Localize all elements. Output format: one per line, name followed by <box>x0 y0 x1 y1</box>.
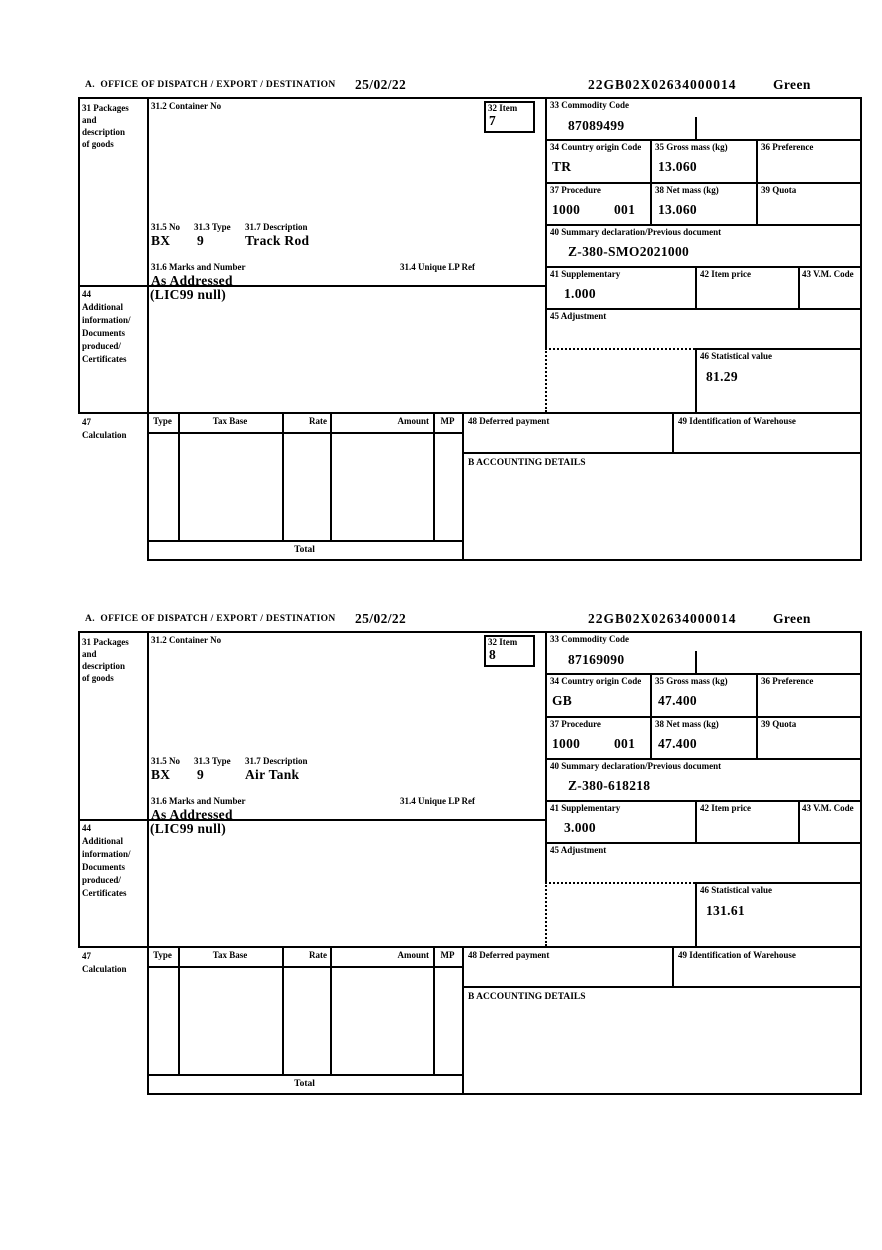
grid-line <box>178 946 180 1074</box>
dotted-divider <box>545 348 695 350</box>
gross-mass-label: 35 Gross mass (kg) <box>655 142 728 152</box>
preference-label: 36 Preference <box>761 142 814 152</box>
grid-line <box>147 631 149 1095</box>
statistical-value-label: 46 Statistical value <box>700 885 772 895</box>
adjustment-label: 45 Adjustment <box>550 311 607 321</box>
grid-line <box>695 348 862 350</box>
grid-line <box>545 631 547 882</box>
package-type-value: 9 <box>197 233 205 248</box>
unique-lp-ref-label: 31.4 Unique LP Ref <box>400 262 476 272</box>
net-mass-label: 38 Net mass (kg) <box>655 719 719 729</box>
country-origin-value: GB <box>552 693 573 708</box>
grid-line <box>545 224 862 226</box>
box47-label: 47 Calculation <box>82 417 127 440</box>
grid-line <box>545 800 862 802</box>
calc-total-label: Total <box>294 1079 315 1089</box>
item-label: 32 Item <box>488 637 518 647</box>
declaration-item-block <box>78 613 862 1095</box>
box44-label: 44 Additional information/ Documents produced/ Certificates <box>82 823 131 898</box>
grid-line <box>672 946 674 986</box>
grid-line <box>78 412 862 414</box>
item-price-label: 42 Item price <box>700 269 751 279</box>
supplementary-label: 41 Supplementary <box>550 803 621 813</box>
commodity-code-value: 87089499 <box>568 118 625 133</box>
warehouse-id-label: 49 Identification of Warehouse <box>678 950 796 960</box>
package-type-label: 31.3 Type <box>194 222 231 232</box>
vm-code-label: 43 V.M. Code <box>802 803 854 813</box>
marks-value: As Addressed <box>151 273 233 288</box>
office-of-dispatch-label: A. OFFICE OF DISPATCH / EXPORT / DESTINATION <box>85 614 336 624</box>
grid-line <box>672 412 674 452</box>
grid-line <box>650 673 652 758</box>
procedure-value-2: 001 <box>614 202 636 217</box>
item-number-box <box>484 635 535 667</box>
grid-line <box>695 882 862 884</box>
goods-description-value: Air Tank <box>245 767 300 782</box>
grid-line <box>78 946 862 948</box>
warehouse-id-label: 49 Identification of Warehouse <box>678 416 796 426</box>
calc-tax-base-header: Tax Base <box>212 416 248 426</box>
net-mass-value: 47.400 <box>658 736 697 751</box>
box31-label: 31 Packages and description of goods <box>82 103 129 149</box>
package-description-label: 31.7 Description <box>245 222 308 232</box>
commodity-code-separator <box>695 651 697 673</box>
grid-line <box>798 800 800 842</box>
item-number-value: 8 <box>489 647 497 662</box>
grid-line <box>147 559 862 561</box>
accounting-details-label: B ACCOUNTING DETAILS <box>468 992 586 1002</box>
commodity-code-value: 87169090 <box>568 652 625 667</box>
grid-line <box>860 631 862 1093</box>
declaration-item-block <box>78 79 862 561</box>
calc-total-label: Total <box>294 545 315 555</box>
net-mass-value: 13.060 <box>658 202 697 217</box>
grid-line <box>147 1093 862 1095</box>
additional-information-value: (LIC99 null) <box>150 287 226 302</box>
calc-tax-base-header: Tax Base <box>212 950 248 960</box>
marks-value: As Addressed <box>151 807 233 822</box>
box47-label: 47 Calculation <box>82 951 127 974</box>
dotted-divider <box>545 882 547 946</box>
grid-line <box>178 412 180 540</box>
container-no-label: 31.2 Container No <box>151 635 222 645</box>
declaration-reference: 22GB02X02634000014 <box>588 77 737 92</box>
gross-mass-value: 47.400 <box>658 693 697 708</box>
declaration-date: 25/02/22 <box>355 611 407 626</box>
grid-line <box>545 758 862 760</box>
grid-line <box>78 631 80 946</box>
commodity-code-separator <box>695 117 697 139</box>
unique-lp-ref-label: 31.4 Unique LP Ref <box>400 796 476 806</box>
calc-rate-header: Rate <box>309 950 327 960</box>
summary-declaration-label: 40 Summary declaration/Previous document <box>550 227 722 237</box>
quota-label: 39 Quota <box>761 185 797 195</box>
quota-label: 39 Quota <box>761 719 797 729</box>
grid-line <box>462 946 464 1093</box>
procedure-value-1: 1000 <box>552 736 581 751</box>
deferred-payment-label: 48 Deferred payment <box>468 950 550 960</box>
statistical-value: 81.29 <box>706 369 738 384</box>
additional-information-value: (LIC99 null) <box>150 821 226 836</box>
calc-amount-header: Amount <box>397 950 429 960</box>
grid-line <box>860 97 862 559</box>
grid-line <box>756 673 758 758</box>
preference-label: 36 Preference <box>761 676 814 686</box>
grid-line <box>545 97 547 348</box>
grid-line <box>330 946 332 1074</box>
box31-label: 31 Packages and description of goods <box>82 637 129 683</box>
grid-line <box>695 800 697 842</box>
package-description-label: 31.7 Description <box>245 756 308 766</box>
grid-line <box>78 97 862 99</box>
procedure-label: 37 Procedure <box>550 185 601 195</box>
grid-line <box>147 966 462 968</box>
goods-description-value: Track Rod <box>245 233 310 248</box>
grid-line <box>433 412 435 540</box>
grid-line <box>462 452 862 454</box>
package-type-value: 9 <box>197 767 205 782</box>
dotted-divider <box>545 348 547 412</box>
grid-line <box>282 412 284 540</box>
supplementary-label: 41 Supplementary <box>550 269 621 279</box>
statistical-value-label: 46 Statistical value <box>700 351 772 361</box>
calc-amount-header: Amount <box>397 416 429 426</box>
calc-mp-header: MP <box>440 416 455 426</box>
item-number-value: 7 <box>489 113 497 128</box>
country-origin-value: TR <box>552 159 572 174</box>
grid-line <box>545 139 862 141</box>
marks-label: 31.6 Marks and Number <box>151 262 246 272</box>
procedure-label: 37 Procedure <box>550 719 601 729</box>
grid-line <box>695 882 697 946</box>
grid-line <box>545 266 862 268</box>
supplementary-value: 1.000 <box>564 286 596 301</box>
grid-line <box>462 412 464 559</box>
declaration-date: 25/02/22 <box>355 77 407 92</box>
office-of-dispatch-label: A. OFFICE OF DISPATCH / EXPORT / DESTINATION <box>85 80 336 90</box>
accounting-details-label: B ACCOUNTING DETAILS <box>468 458 586 468</box>
grid-line <box>147 1074 462 1076</box>
container-no-label: 31.2 Container No <box>151 101 222 111</box>
grid-line <box>78 97 80 412</box>
statistical-value: 131.61 <box>706 903 745 918</box>
calc-rate-header: Rate <box>309 416 327 426</box>
procedure-value-1: 1000 <box>552 202 581 217</box>
grid-line <box>78 631 862 633</box>
net-mass-label: 38 Net mass (kg) <box>655 185 719 195</box>
previous-document-value: Z-380-SMO2021000 <box>568 244 690 259</box>
grid-line <box>147 432 462 434</box>
calc-mp-header: MP <box>440 950 455 960</box>
grid-line <box>650 139 652 224</box>
item-label: 32 Item <box>488 103 518 113</box>
grid-line <box>545 842 862 844</box>
country-origin-label: 34 Country origin Code <box>550 676 642 686</box>
calc-type-header: Type <box>153 950 172 960</box>
grid-line <box>545 673 862 675</box>
gross-mass-value: 13.060 <box>658 159 697 174</box>
grid-line <box>433 946 435 1074</box>
package-type-label: 31.3 Type <box>194 756 231 766</box>
grid-line <box>798 266 800 308</box>
grid-line <box>462 986 862 988</box>
grid-line <box>545 308 862 310</box>
gross-mass-label: 35 Gross mass (kg) <box>655 676 728 686</box>
item-price-label: 42 Item price <box>700 803 751 813</box>
grid-line <box>545 182 862 184</box>
package-no-value: BX <box>151 767 171 782</box>
package-no-value: BX <box>151 233 171 248</box>
previous-document-value: Z-380-618218 <box>568 778 651 793</box>
item-number-box <box>484 101 535 133</box>
dotted-divider <box>545 882 695 884</box>
grid-line <box>282 946 284 1074</box>
package-no-label: 31.5 No <box>151 222 180 232</box>
calc-type-header: Type <box>153 416 172 426</box>
grid-line <box>330 412 332 540</box>
deferred-payment-label: 48 Deferred payment <box>468 416 550 426</box>
country-origin-label: 34 Country origin Code <box>550 142 642 152</box>
grid-line <box>147 540 462 542</box>
marks-label: 31.6 Marks and Number <box>151 796 246 806</box>
summary-declaration-label: 40 Summary declaration/Previous document <box>550 761 722 771</box>
box44-label: 44 Additional information/ Documents produced/ Certificates <box>82 289 131 364</box>
grid-line <box>695 348 697 412</box>
adjustment-label: 45 Adjustment <box>550 845 607 855</box>
declaration-reference: 22GB02X02634000014 <box>588 611 737 626</box>
grid-line <box>545 716 862 718</box>
supplementary-value: 3.000 <box>564 820 596 835</box>
vm-code-label: 43 V.M. Code <box>802 269 854 279</box>
grid-line <box>756 139 758 224</box>
commodity-code-label: 33 Commodity Code <box>550 634 629 644</box>
procedure-value-2: 001 <box>614 736 636 751</box>
grid-line <box>695 266 697 308</box>
routing-status: Green <box>773 611 811 626</box>
package-no-label: 31.5 No <box>151 756 180 766</box>
routing-status: Green <box>773 77 811 92</box>
commodity-code-label: 33 Commodity Code <box>550 100 629 110</box>
grid-line <box>147 97 149 561</box>
